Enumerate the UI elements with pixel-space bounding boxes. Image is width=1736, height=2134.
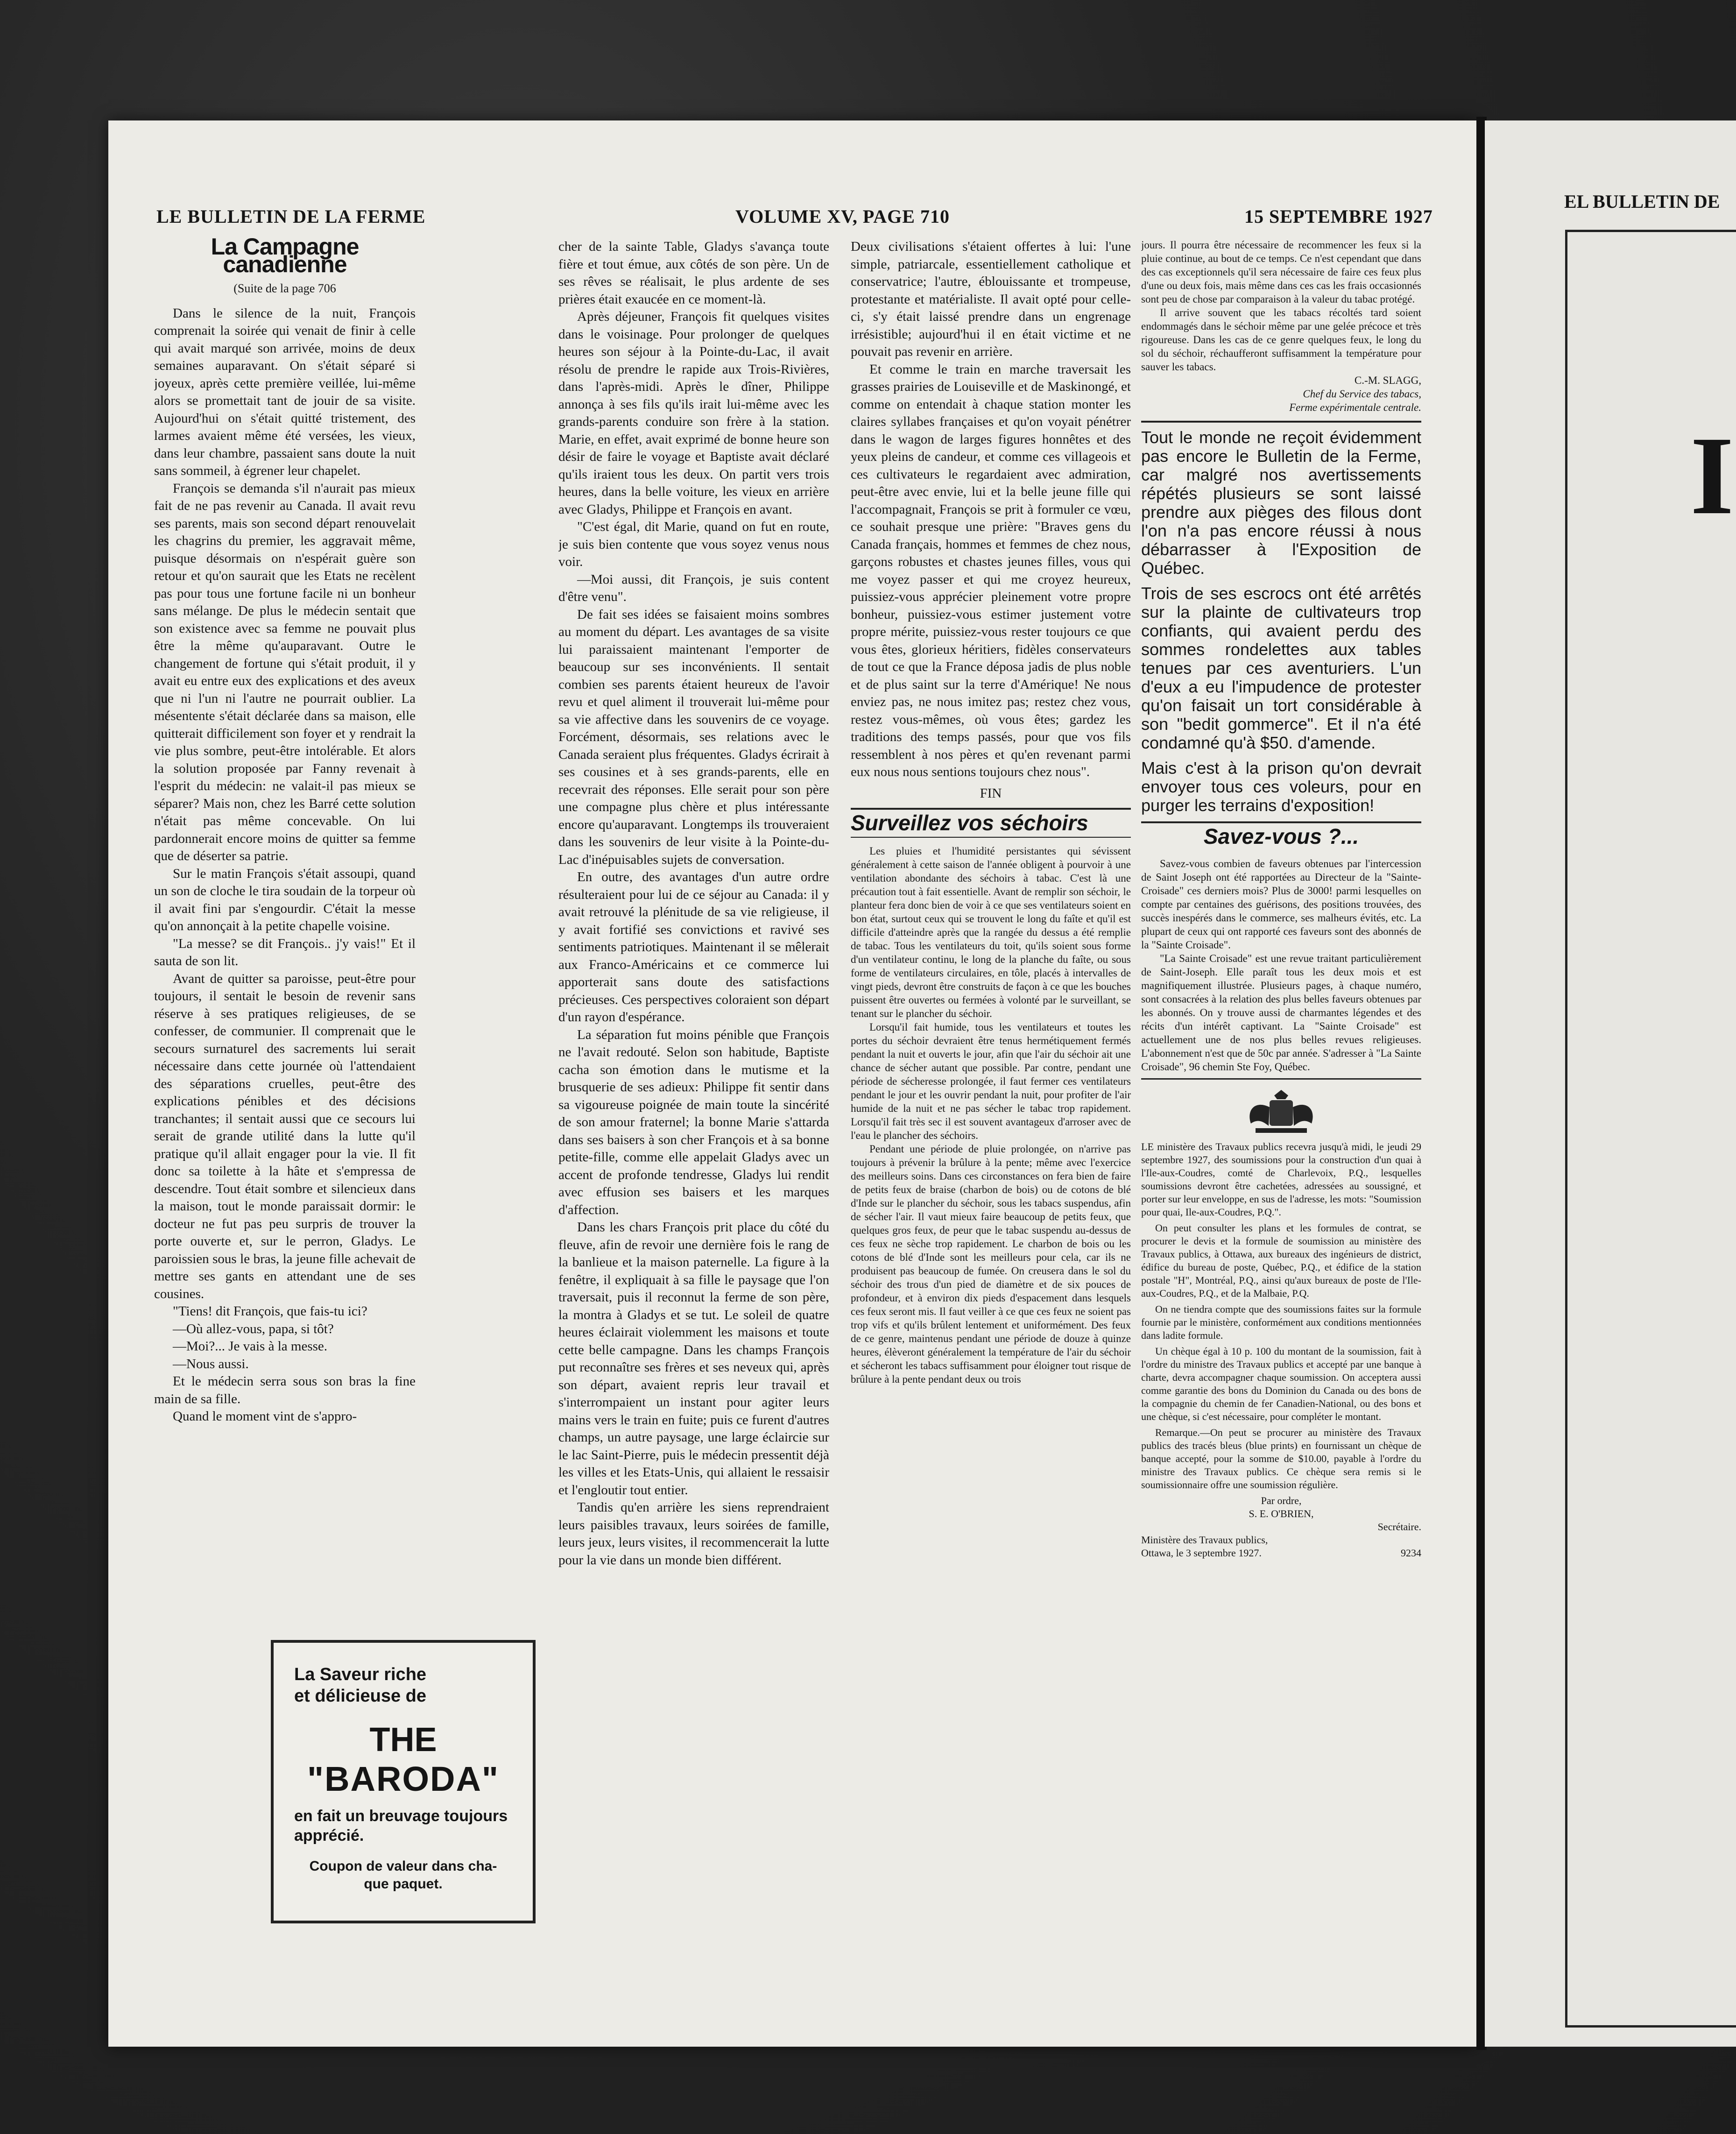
- paragraph: LE ministère des Travaux publics recevra jusqu'à midi, le jeudi 29 septembre 1927, des soumissions pour la construction d'un quai à l'Ile-aux-Coudres, comté de Charlevoix, P.Q., lesquelles soumissions devront être cachetées, adressées au soussigné, et porter sur leur enveloppe, en sus de l'adresse, les mots: "Soumission pour quai, Ile-aux-Coudres, P.Q.".: [1141, 1140, 1421, 1218]
- notice-signer-title: Secrétaire.: [1377, 1520, 1421, 1533]
- paragraph: Dans les chars François prit place du côté du fleuve, afin de revoir une dernière fois le rang de la banlieue et la maison paternelle. La figure à la fenêtre, il expliquait à sa fille le paysage que l'on traversait, puis il reconnut la ferme de son père, la montra à Gladys et se tut. Le soleil de quatre heures éclairait violemment les maisons et toute cette belle campagne. Dans les champs François put reconnaître ses frères et ses neveux qui, après son départ, avaient repris leur travail et s'interrompaient un instant pour agiter leurs mains vers le train en fuite; puis ce furent d'autres champs, un autre paysage, une large éclaircie sur le lac Saint-Pierre, puis le médecin pressentit déjà les villes et les Etats-Unis, qui allaient le ressaisir et l'engloutir tout entier.: [558, 1220, 829, 1498]
- paragraph: Remarque.—On peut se procurer au ministère des Travaux publics des tracés bleus (blue prints) en fournissant un chèque de banque accepté, pour la somme de $10.00, payable à l'ordre du ministre des Travaux publics. Ce chèque sera remis si le soumissionnaire offre une soumission régulière.: [1141, 1426, 1421, 1491]
- paragraph: —Moi aussi, dit François, je suis content d'être venu".: [558, 572, 829, 604]
- paragraph: Lorsqu'il fait humide, tous les ventilateurs et toutes les portes du séchoir devraient être tenus hermétiquement fermés pendant la nuit et ouverts le jour, afin que l'air du séchoir ait une chance de sécher autant que possible. Par contre, pendant une période de sécheresse prolongée, il faut fermer ces ventilateurs pendant le jour et les ouvrir pendant la nuit, pour profiter de l'air humide de la nuit et ne pas sécher le tabac trop rapidement. Lorsqu'il fait très sec il est souvent avantageux d'arroser avec de l'eau le plancher des séchoirs.: [851, 1021, 1131, 1141]
- paragraph: Pendant une période de pluie prolongée, on n'arrive pas toujours à prévenir la brûlure à la pente; même avec l'exercice des meilleurs soins. Dans ces circonstances on fera bien de faire de petits feux de braise (charbon de bois) ou de cotons de blé d'Inde sur le plancher du séchoir, sous les tabacs suspendus, afin de sécher l'air. Il vaut mieux faire beaucoup de petits feux, que quelques gros feux, de peur que le tabac suspendu au-dessus de ces feux ne sèche trop rapidement. Le charbon de bois ou les cotons de blé d'Inde sont les meilleurs pour cela, car ils ne produisent pas beaucoup de fumée. On creusera dans le sol du séchoir des trous d'un pied de diamètre et de six pouces de profondeur, et à environ dix pieds d'espacement dans lesquels ces feux seront mis. Il faut veiller à ce que ces feux ne soient pas trop vifs et qu'ils brûlent lentement et uniformément. Des feux de ce genre, maintenus pendant une période de douze à quinze heures, élèveront généralement la température de l'air du séchoir et sécheront les tabacs suffisamment pour éloigner tout risque de brûlure à la pente pendant deux ou trois: [851, 1143, 1131, 1385]
- paragraph: François se demanda s'il n'aurait pas mieux fait de ne pas revenir au Canada. Il avait revu ses parents, mais son second départ renouvelait les chagrins du premier, les aggravait même, puisque désormais on n'espérait guère son retour et qu'on saurait que les Etats ne recèlent pas pour tous une fortune facile ni un bonheur sans mélange. De plus le médecin sentait que son existence avec sa femme ne pouvait plus être la même qu'auparavant. Outre le changement de fortune qui s'était produit, il y avait eu entre eux des explications et des aveux que ni l'un ni l'autre ne pourrait oublier. La mésentente s'était déclarée dans sa maison, elle quitterait difficilement son foyer et y rendrait la vie plus sombre, peut-être intolérable. Et alors la solution proposée par Fanny revenait à l'esprit du médecin: ne valait-il pas mieux se séparer? Mais non, chez les Barré cette solution n'était pas même concevable. On lui pardonnerait encore moins de quitter sa femme que de déserter sa patrie.: [154, 481, 416, 863]
- paragraph: "La Sainte Croisade" est une revue traitant particulièrement de Saint-Joseph. Elle paraît tous les deux mois et est magnifiquement illustrée. Plusieurs pages, à chaque numéro, sont consacrées à la relation des plus belles faveurs obtenues par les abonnés. On y trouve aussi de charmantes légendes et des récits d'un intérêt captivant. La "Sainte Croisade" est actuellement une de nos plus belles revues religieuses. L'abonnement n'est que de 50c par année. S'adresser à "La Sainte Croisade", 96 chemin Ste Foy, Québec.: [1141, 952, 1421, 1073]
- baroda-advertisement: [271, 1640, 536, 1923]
- article-title: La Campagne canadienne: [211, 238, 359, 277]
- paragraph: Dans le silence de la nuit, François comprenait la soirée qui venait de finir à celle qui avait marqué son arrivée, moins de deux semaines auparavant. On s'était séparé si joyeux, après cette première veillée, lui-même alors se promettait tant de jouir de sa visite. Aujourd'hui on s'était quitté tristement, des larmes avaient même été versées, les vieux, dans leur chambre, passaient sans doute la nuit sans sommeil, à égrener leur chapelet.: [154, 305, 416, 478]
- paragraph: Mais c'est à la prison qu'on devrait envoyer tous ces voleurs, pour en purger les terrains d'exposition!: [1141, 758, 1421, 815]
- notice-place-date: Ottawa, le 3 septembre 1927.: [1141, 1547, 1262, 1559]
- sechoirs-title: Surveillez vos séchoirs: [851, 808, 1131, 838]
- signature-name: C.-M. SLAGG,: [1354, 375, 1421, 386]
- ad-coupon-line: Coupon de valeur dans cha-: [309, 1858, 497, 1874]
- paragraph: Deux civilisations s'étaient offertes à lui: l'une simple, patriarcale, essentiellement catholique et conservatrice; l'autre, éblouissante et trompeuse, protestante et matérialiste. Il avait opté pour celle-ci, s'y était laissé prendre dans un engrenage irrésistible; aujourd'hui il en était victime et ne pouvait pas revenir en arrière.: [851, 239, 1131, 359]
- paragraph: —Nous aussi.: [173, 1356, 249, 1371]
- column-4: [1141, 238, 1421, 1560]
- ad-coupon-line: que paquet.: [364, 1876, 443, 1892]
- paragraph: "C'est égal, dit Marie, quand on fut en route, je suis bien contente que vous soyez venus nous voir.: [558, 519, 829, 569]
- paragraph: Et le médecin serra sous son bras la fine main de sa fille.: [154, 1374, 416, 1406]
- adjacent-page-big-letter: I: [1690, 413, 1734, 537]
- ad-brand-the: THE: [369, 1721, 437, 1759]
- paragraph: Quand le moment vint de s'appro-: [173, 1409, 357, 1424]
- signature-title: Ferme expérimentale centrale.: [1289, 402, 1421, 413]
- adjacent-page-header: EL BULLETIN DE: [1564, 191, 1720, 212]
- paragraph: Tout le monde ne reçoit évidemment pas encore le Bulletin de la Ferme, car malgré nos avertissements répétés plusieurs se sont laissé prendre aux pièges des filous dont l'on n'a pas encore réussi à nous débarrasser à l'Exposition de Québec.: [1141, 428, 1421, 578]
- paragraph: On peut consulter les plans et les formules de contrat, se procurer le devis et la formule de soumission au ministère des Travaux publics, à Ottawa, aux bureaux des ingénieurs de district, édifice du bureau de poste, Québec, P.Q., et édifice de la station postale "H", Montréal, P.Q., ainsi qu'aux bureaux de poste de l'Ile-aux-Coudres, P.Q., et de la Malbaie, P.Q.: [1141, 1222, 1421, 1299]
- savez-vous-title: Savez-vous ?...: [1141, 821, 1421, 850]
- public-works-notice: [1141, 1078, 1421, 1560]
- notice-ref: 9234: [1401, 1547, 1421, 1559]
- page-header: [156, 205, 1433, 233]
- header-publication: LE BULLETIN DE LA FERME: [156, 206, 426, 227]
- paragraph: Un chèque égal à 10 p. 100 du montant de la soumission, fait à l'ordre du ministre des Travaux publics et accepté par une banque à charte, devra accompagner chaque soumission. On acceptera aussi comme garantie des bons du Dominion du Canada ou des bons de la compagnie du chemin de fer Canadien-National, ou des bons et une chèque, si c'est nécessaire, pour compléter le montant.: [1141, 1345, 1421, 1422]
- notice-ministry: Ministère des Travaux publics,: [1141, 1533, 1268, 1546]
- paragraph: Après déjeuner, François fit quelques visites dans le voisinage. Pour prolonger de quelques heures son séjour à la Pointe-du-Lac, il avait résolu de prendre le rapide aux Trois-Rivières, dans l'après-midi. Après le dîner, Philippe annonça à ses fils qu'ils irait lui-même avec les grands-parents conduire son frère à la station. Marie, en effet, avait exprimé de bonne heure son désir de faire le voyage et Baptiste avait déclaré qu'ils iraient tous les deux. On partit vers trois heures, dans la belle voiture, les vieux en arrière avec Gladys, Philippe et François en avant.: [558, 309, 829, 517]
- paragraph: cher de la sainte Table, Gladys s'avança toute fière et tout émue, aux côtés de son père. Un de ses rêves se réalisait, le plus ardente de ses prières était exaucée en ce moment-là.: [558, 239, 829, 307]
- paragraph: —Où allez-vous, papa, si tôt?: [173, 1321, 334, 1336]
- paragraph: "Tiens! dit François, que fais-tu ici?: [173, 1304, 367, 1319]
- paragraph: jours. Il pourra être nécessaire de recommencer les feux si la pluie continue, au bout de ce temps. Ce n'est cependant que dans des cas exceptionnels qu'il sera nécessaire de faire ces feux plus d'une ou deux fois, mais même dans ces cas les frais occasionnés sont peu de chose par comparaison à la valeur du tabac protégé.: [1141, 239, 1421, 305]
- ad-brand-baroda: "BARODA": [307, 1759, 499, 1798]
- ad-line: apprécié.: [294, 1827, 364, 1844]
- paragraph: Les pluies et l'humidité persistantes qui sévissent généralement à cette saison de l'année obligent à pourvoir à une ventilation abondante des séchoirs à tabac. C'est là une précaution tout à fait essentielle. Avant de remplir son séchoir, le planteur fera donc bien de voir à ce que ses ventilateurs soient en bon état, surtout ceux qui se trouvent le long du faîte et qu'il est difficile d'atteindre après que la rangée du dessus a été remplie de tabac. Tous les ventilateurs du toit, qu'ils soient sous forme d'un ventilateur continu, le long de la planche du faîte, ou sous forme de ventilateurs circulaires, en tôle, placés à intervalles de vingt pieds, devront être construits de façon à ce que les bouches puissent être ouvertes ou fermées à volonté par le surveillant, se tenant sur le plancher du séchoir.: [851, 845, 1131, 1019]
- ad-line: La Saveur riche: [294, 1665, 427, 1684]
- paragraph: La séparation fut moins pénible que François ne l'avait redouté. Selon son habitude, Baptiste cacha son émotion dans le mutisme et la brusquerie de ses adieux: Philippe fit sentir dans sa vigoureuse poignée de main toute la sincérité de son amour fraternel; la bonne Marie s'attarda dans ses baisers à son cher François et à sa bonne petite-fille, comme elle appelait Gladys avec un accent de profonde tendresse, Gladys lui rendit avec effusion ses baisers et les marques d'affection.: [558, 1027, 829, 1217]
- notice-signer: S. E. O'BRIEN,: [1249, 1507, 1314, 1519]
- column-3: [851, 238, 1131, 1938]
- ad-line: et délicieuse de: [294, 1686, 427, 1706]
- article-end-marker: FIN: [980, 785, 1002, 801]
- paragraph: En outre, des avantages d'un autre ordre résulteraient pour lui de ce séjour au Canada: il y avait retrouvé la plénitude de sa vie religieuse, il y avait fortifié ses convictions et ravivé ses sentiments patriotiques. Maintenant il se mêlerait aux Franco-Américains et ce commerce lui apporterait sans doute des satisfactions précieuses. Ces perspectives coloraient son départ d'un rayon d'espérance.: [558, 869, 829, 1025]
- tout-le-monde-notice: [1141, 421, 1421, 815]
- paragraph: Il arrive souvent que les tabacs récoltés tard soient endommagés dans le séchoir même par une gelée précoce et très rigoureuse. Dans les cas de ce genre quelques feux, le long du sol du séchoir, réchaufferont suffisamment la température pour sauver les tabacs.: [1141, 307, 1421, 373]
- paragraph: Avant de quitter sa paroisse, peut-être pour toujours, il sentait le besoin de revenir sans réserve à ses pratiques religieuses, de se confesser, de communier. Il comprenait que le secours surnaturel des sacrements lui serait nécessaire dans cette journée où l'attendaient des séparations cruelles, peut-être des explications pénibles et des décisions tranchantes; il sentait aussi que ce secours lui serait de grande utilité dans la lutte qu'il pratique qu'il allait engager pour la vie. Il fit donc sa toilette à la hâte et s'empressa de descendre. Tout était sombre et silencieux dans la maison, tout le monde paraissait dormir: le docteur ne fut pas peu surpris de trouver la porte ouverte et, sur le perron, Gladys. Le paroissien sous le bras, la jeune fille achevait de mettre ses gants en attendant une de ses cousines.: [154, 971, 416, 1301]
- paragraph: —Moi?... Je vais à la messe.: [173, 1339, 328, 1354]
- paragraph: Savez-vous combien de faveurs obtenues par l'intercession de Saint Joseph ont été rapportées au Directeur de la "Sainte-Croisade" ces derniers mois? Plus de 3000! parmi lesquelles on compte par centaines des guérisons, des positions trouvées, des succès inespérés dans le commerce, ses malheurs évités, etc. La plupart de ceux qui ont rapporté ces faveurs sont des abonnés de la "Sainte Croisade".: [1141, 857, 1421, 951]
- paragraph: Tandis qu'en arrière les siens reprendraient leurs paisibles travaux, leurs soirées de famille, leurs jeux, leurs visites, il recommencerait la lutte pour la vie dans un monde bien différent.: [558, 1500, 829, 1568]
- column-2: [558, 238, 829, 1938]
- paragraph: De fait ses idées se faisaient moins sombres au moment du départ. Les avantages de sa visite lui paraissaient maintenant l'emporter de beaucoup sur ses inconvénients. Il sentait combien ses parents étaient heureux de l'avoir revu et quel aliment il trouverait lui-même pour sa vie affective dans les souvenirs de ce voyage. Forcément, désormais, ses relations avec le Canada seraient plus fréquentes. Gladys écrirait à ses cousines et à ses grands-parents, elle en recevrait des réponses. Elle serait pour son père une compagne plus chère et plus intéressante encore qu'auparavant. Longtemps ils trouveraient dans les souvenirs de leur visite à la Pointe-du-Lac d'inépuisables sujets de conversation.: [558, 607, 829, 867]
- paragraph: Sur le matin François s'était assoupi, quand un son de cloche le tira soudain de la torpeur où il avait fini par s'engourdir. C'était la messe qu'on annonçait à la petite chapelle voisine.: [154, 866, 416, 933]
- header-volume-page: VOLUME XV, PAGE 710: [735, 206, 950, 227]
- paragraph: Trois de ses escrocs ont été arrêtés sur la plainte de cultivateurs trop confiants, qui avaient perdu des sommes rondelettes aux tables tenues par ces aventuriers. L'un d'eux a eu l'impudence de protester qu'on faisait un tort considérable à son "bedit gommerce". Et il n'a été condamné qu'à $50. d'amende.: [1141, 584, 1421, 752]
- header-date: 15 SEPTEMBRE 1927: [1244, 206, 1433, 227]
- ad-line: en fait un breuvage toujours: [294, 1807, 508, 1825]
- coat-of-arms-icon: [1237, 1086, 1326, 1138]
- notice-par-ordre: Par ordre,: [1261, 1494, 1302, 1506]
- continued-note: (Suite de la page 706: [233, 282, 336, 295]
- signature-title: Chef du Service des tabacs,: [1303, 388, 1421, 400]
- paragraph: Et comme le train en marche traversait les grasses prairies de Louiseville et de Maskinongé, et comme on entendait à chaque station monter les claires syllabes françaises et qu'on voyait pénétrer dans le wagon de larges figures honnêtes et des yeux pleins de candeur, et comme ces villageois et ces cultivateurs le regardaient avec admiration, peut-être avec envie, lui et la belle jeune fille qui l'accompagnait, François se prit à formuler ce vœu, ce souhait presque une prière: "Braves gens du Canada français, hommes et femmes de chez nous, garçons robustes et chastes jeunes filles, vous qui me voyez passer et qui me croyez heureux, puissiez-vous apprécier pleinement votre propre bonheur, puissiez-vous estimer justement votre propre mérite, puissiez-vous rester toujours ce que vous êtes, glorieux héritiers, fidèles conservateurs de tout ce que la France déposa jadis de plus noble et de plus saint sur la terre d'Amérique! Ne nous enviez pas, ne nous imitez pas; restez chez vous, restez vous-mêmes, où vous êtes; gardez les traditions des temps passés, pour que vos fils ressemblent à nos pères et qu'en revenant parmi eux nous nous sentions toujours chez nous".: [851, 361, 1131, 779]
- paragraph: On ne tiendra compte que des soumissions faites sur la formule fournie par le ministère, conformément aux conditions mentionnées dans ladite formule.: [1141, 1303, 1421, 1341]
- paragraph: "La messe? se dit François.. j'y vais!" Et il sauta de son lit.: [154, 936, 416, 968]
- column-1: [154, 238, 416, 1644]
